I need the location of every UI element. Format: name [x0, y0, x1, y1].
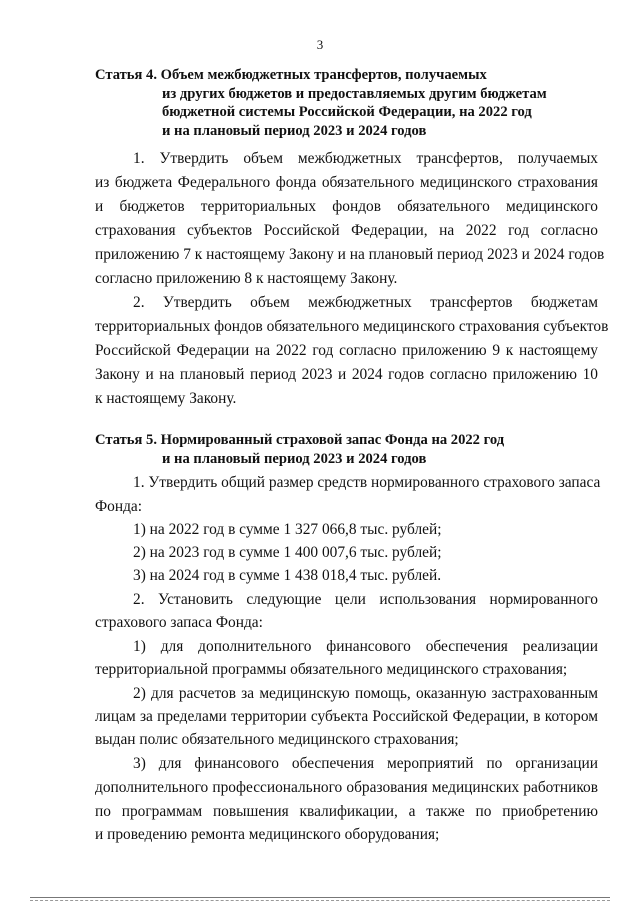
- body-line: 1. Утвердить общий размер средств нормированного страхового запаса: [133, 474, 601, 491]
- body-line: страхового запаса Фонда:: [95, 614, 263, 631]
- heading-line: Статья 5. Нормированный страховой запас Фонда на 2022 год: [95, 432, 505, 448]
- body-line: и проведению ремонта медицинского оборудования;: [95, 826, 440, 843]
- body-line: 2. Утвердить объем межбюджетных трансфертов бюджетам: [133, 294, 598, 311]
- body-line: Российской Федерации на 2022 год согласно приложению 9 к настоящему: [95, 342, 598, 359]
- body-line: Фонда:: [95, 498, 143, 515]
- body-line: территориальной программы обязательного медицинского страхования;: [95, 661, 568, 678]
- list-item: 3) на 2024 год в сумме 1 438 018,4 тыс. рублей.: [133, 567, 442, 584]
- body-line: выдан полис обязательного медицинского страхования;: [95, 731, 459, 748]
- list-item: 2) на 2023 год в сумме 1 400 007,6 тыс. рублей;: [133, 544, 442, 561]
- list-item: 1) для дополнительного финансового обеспечения реализации: [133, 638, 598, 655]
- body-line: дополнительного профессионального образования медицинских работников: [95, 779, 598, 796]
- heading-line: и на плановый период 2023 и 2024 годов: [162, 450, 427, 467]
- body-line: Закону и на плановый период 2023 и 2024 годов согласно приложению 10: [95, 366, 598, 383]
- heading-line: Статья 4. Объем межбюджетных трансфертов, получаемых: [95, 67, 487, 83]
- body-line: лицам за пределами территории субъекта Российской Федерации, в котором: [95, 708, 598, 725]
- heading-line: из других бюджетов и предоставляемых другим бюджетам: [162, 85, 547, 102]
- body-line: и бюджетов территориальных фондов обязательного медицинского: [95, 198, 598, 215]
- body-line: по программам повышения квалификации, а также по приобретению: [95, 803, 598, 820]
- list-item: 3) для финансового обеспечения мероприятий по организации: [133, 755, 598, 772]
- article-4-heading: [95, 66, 547, 140]
- article-5-heading: [95, 431, 504, 468]
- body-line: к настоящему Закону.: [95, 390, 237, 407]
- body-line: 2. Установить следующие цели использования нормированного: [133, 591, 598, 608]
- body-line: из бюджета Федерального фонда обязательного медицинского страхования: [95, 174, 598, 191]
- list-item: 1) на 2022 год в сумме 1 327 066,8 тыс. рублей;: [133, 521, 442, 538]
- list-item: 2) для расчетов за медицинскую помощь, оказанную застрахованным: [133, 685, 598, 702]
- body-line: страхования субъектов Российской Федерации, на 2022 год согласно: [95, 222, 598, 239]
- body-line: согласно приложению 8 к настоящему Закону.: [95, 270, 398, 287]
- body-line: 1. Утвердить объем межбюджетных трансфертов, получаемых: [133, 150, 598, 167]
- page-bottom-edge: [30, 897, 610, 901]
- page-number: 3: [316, 37, 324, 52]
- body-line: приложению 7 к настоящему Закону и на плановый период 2023 и 2024 годов: [95, 246, 605, 263]
- heading-line: и на плановый период 2023 и 2024 годов: [162, 122, 427, 139]
- body-line: территориальных фондов обязательного медицинского страхования субъектов: [95, 318, 609, 335]
- heading-line: бюджетной системы Российской Федерации, на 2022 год: [162, 104, 532, 120]
